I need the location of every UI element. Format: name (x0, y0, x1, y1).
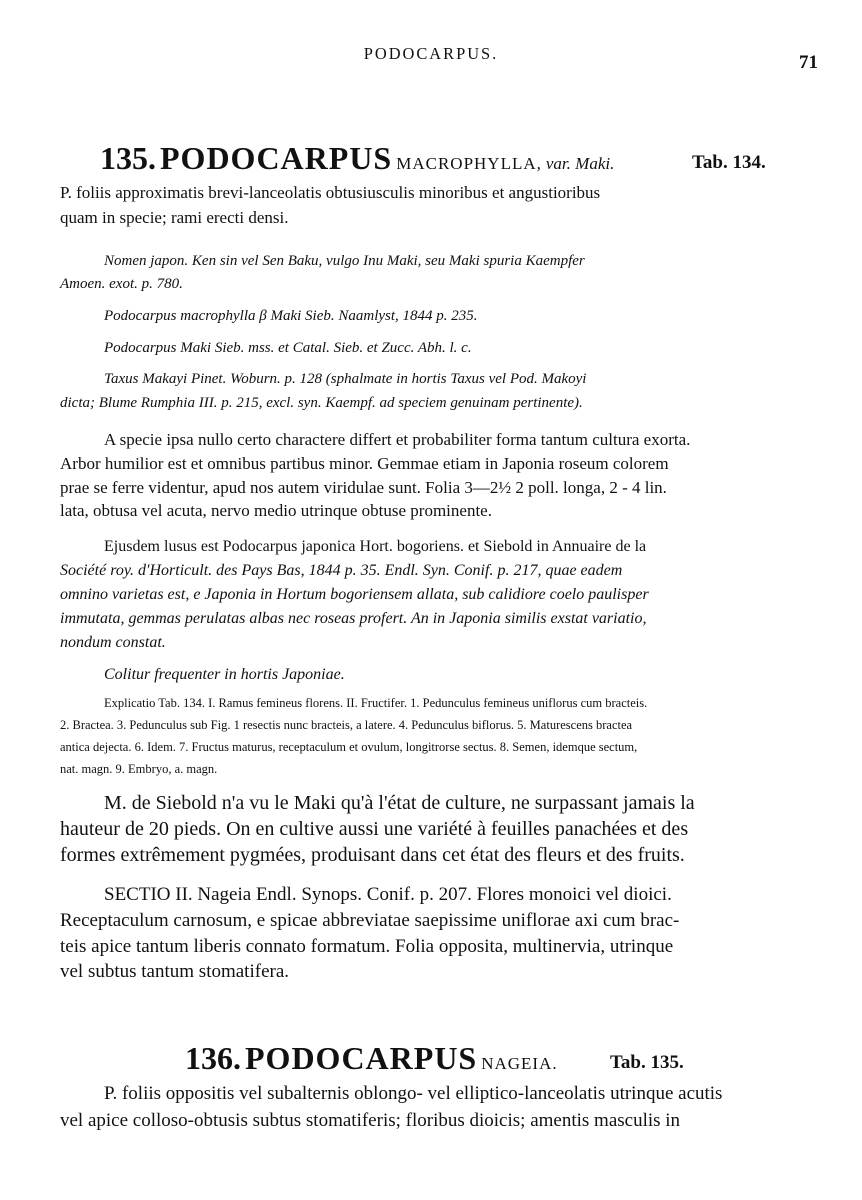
french-note-line: hauteur de 20 pieds. On en cultive aussi une variété à feuilles panachées et des (60, 818, 689, 840)
lusus-line: Société roy. d'Horticult. des Pays Bas, 1844 p. 35. Endl. Syn. Conif. p. 217, quae eadem (60, 562, 623, 579)
species-number: 135. (100, 140, 156, 176)
plate-explanation-line: antica dejecta. 6. Idem. 7. Fructus maturus, receptaculum et ovulum, longitrorse sectus. 8. Semen, idemque sectum, (60, 740, 638, 754)
diagnosis-line: P. foliis oppositis vel subalternis oblongo- vel elliptico-lanceolatis utrinque acutis (104, 1083, 723, 1104)
plate-reference: Tab. 135. (610, 1052, 684, 1073)
synonym-line: Nomen japon. Ken sin vel Sen Baku, vulgo Inu Maki, seu Maki spuria Kaempfer (104, 253, 585, 269)
genus-name: PODOCARPUS (160, 140, 393, 176)
synonym-line: dicta; Blume Rumphia III. p. 215, excl. syn. Kaempf. ad speciem genuinam pertinente). (60, 395, 583, 411)
section-line: teis apice tantum liberis connato formatum. Folia opposita, multinervia, utrinque (60, 936, 674, 957)
plate-explanation-line: Explicatio Tab. 134. I. Ramus femineus florens. II. Fructifer. 1. Pedunculus femineus uniflorus cum bracteis. (104, 696, 648, 710)
lusus-line: nondum constat. (60, 634, 166, 651)
description-line: Arbor humilior est et omnibus partibus minor. Gemmae etiam in Japonia roseum colorem (60, 454, 669, 473)
synonym-line: Podocarpus macrophylla β Maki Sieb. Naamlyst, 1844 p. 235. (104, 308, 478, 324)
section-line: Receptaculum carnosum, e spicae abbreviatae saepissime uniflorae axi cum brac- (60, 910, 680, 931)
description-line: A specie ipsa nullo certo charactere differt et probabiliter forma tantum cultura exorta. (104, 430, 691, 449)
cultivation-note: Colitur frequenter in hortis Japoniae. (104, 666, 345, 683)
species-number: 136. (185, 1040, 241, 1076)
diagnosis-line: vel apice colloso-obtusis subtus stomatiferis; floribus dioicis; amentis masculis in (60, 1110, 681, 1131)
running-head: PODOCARPUS. (363, 44, 499, 63)
lusus-line: Ejusdem lusus est Podocarpus japonica Hort. bogoriens. et Siebold in Annuaire de la (104, 538, 647, 555)
description-line: lata, obtusa vel acuta, nervo medio utrinque obtuse prominente. (60, 501, 492, 520)
synonym-line: Taxus Makayi Pinet. Woburn. p. 128 (sphalmate in hortis Taxus vel Pod. Makoyi (104, 371, 587, 387)
diagnosis-line: P. foliis approximatis brevi-lanceolatis obtusiusculis minoribus et angustioribus (60, 183, 601, 202)
synonym-line: Podocarpus Maki Sieb. mss. et Catal. Sieb. et Zucc. Abh. l. c. (104, 340, 472, 356)
species-135-heading (100, 140, 614, 177)
lusus-line: omnino varietas est, e Japonia in Hortum bogoriensem allata, sub calidiore coelo paulisper (60, 586, 649, 603)
plate-explanation-line: nat. magn. 9. Embryo, a. magn. (60, 762, 218, 776)
lusus-line: immutata, gemmas perulatas albas nec roseas profert. An in Japonia similis exstat variatio, (60, 610, 647, 627)
genus-name: PODOCARPUS (245, 1040, 478, 1076)
variety-name: var. Maki. (545, 154, 615, 173)
french-note-line: M. de Siebold n'a vu le Maki qu'à l'état de culture, ne surpassant jamais la (104, 792, 695, 814)
description-line: prae se ferre videntur, apud nos autem viridulae sunt. Folia 3—2½ 2 poll. longa, 2 - 4 lin. (60, 478, 667, 497)
section-line: vel subtus tantum stomatifera. (60, 961, 290, 982)
synonym-line: Amoen. exot. p. 780. (60, 276, 183, 292)
french-note-line: formes extrêmement pygmées, produisant dans cet état des fleurs et des fruits. (60, 844, 685, 866)
plate-reference: Tab. 134. (692, 152, 766, 173)
species-name: MACROPHYLLA, (396, 154, 542, 173)
plate-explanation-line: 2. Bractea. 3. Pedunculus sub Fig. 1 resectis nunc bracteis, a latere. 4. Pedunculus biflorus. 5. Maturescens bractea (60, 718, 633, 732)
section-line: SECTIO II. Nageia Endl. Synops. Conif. p. 207. Flores monoici vel dioici. (104, 884, 672, 905)
page-number: 71 (799, 52, 818, 73)
diagnosis-line: quam in specie; rami erecti densi. (60, 208, 289, 227)
species-name: NAGEIA. (481, 1054, 558, 1073)
species-136-heading (185, 1040, 558, 1077)
